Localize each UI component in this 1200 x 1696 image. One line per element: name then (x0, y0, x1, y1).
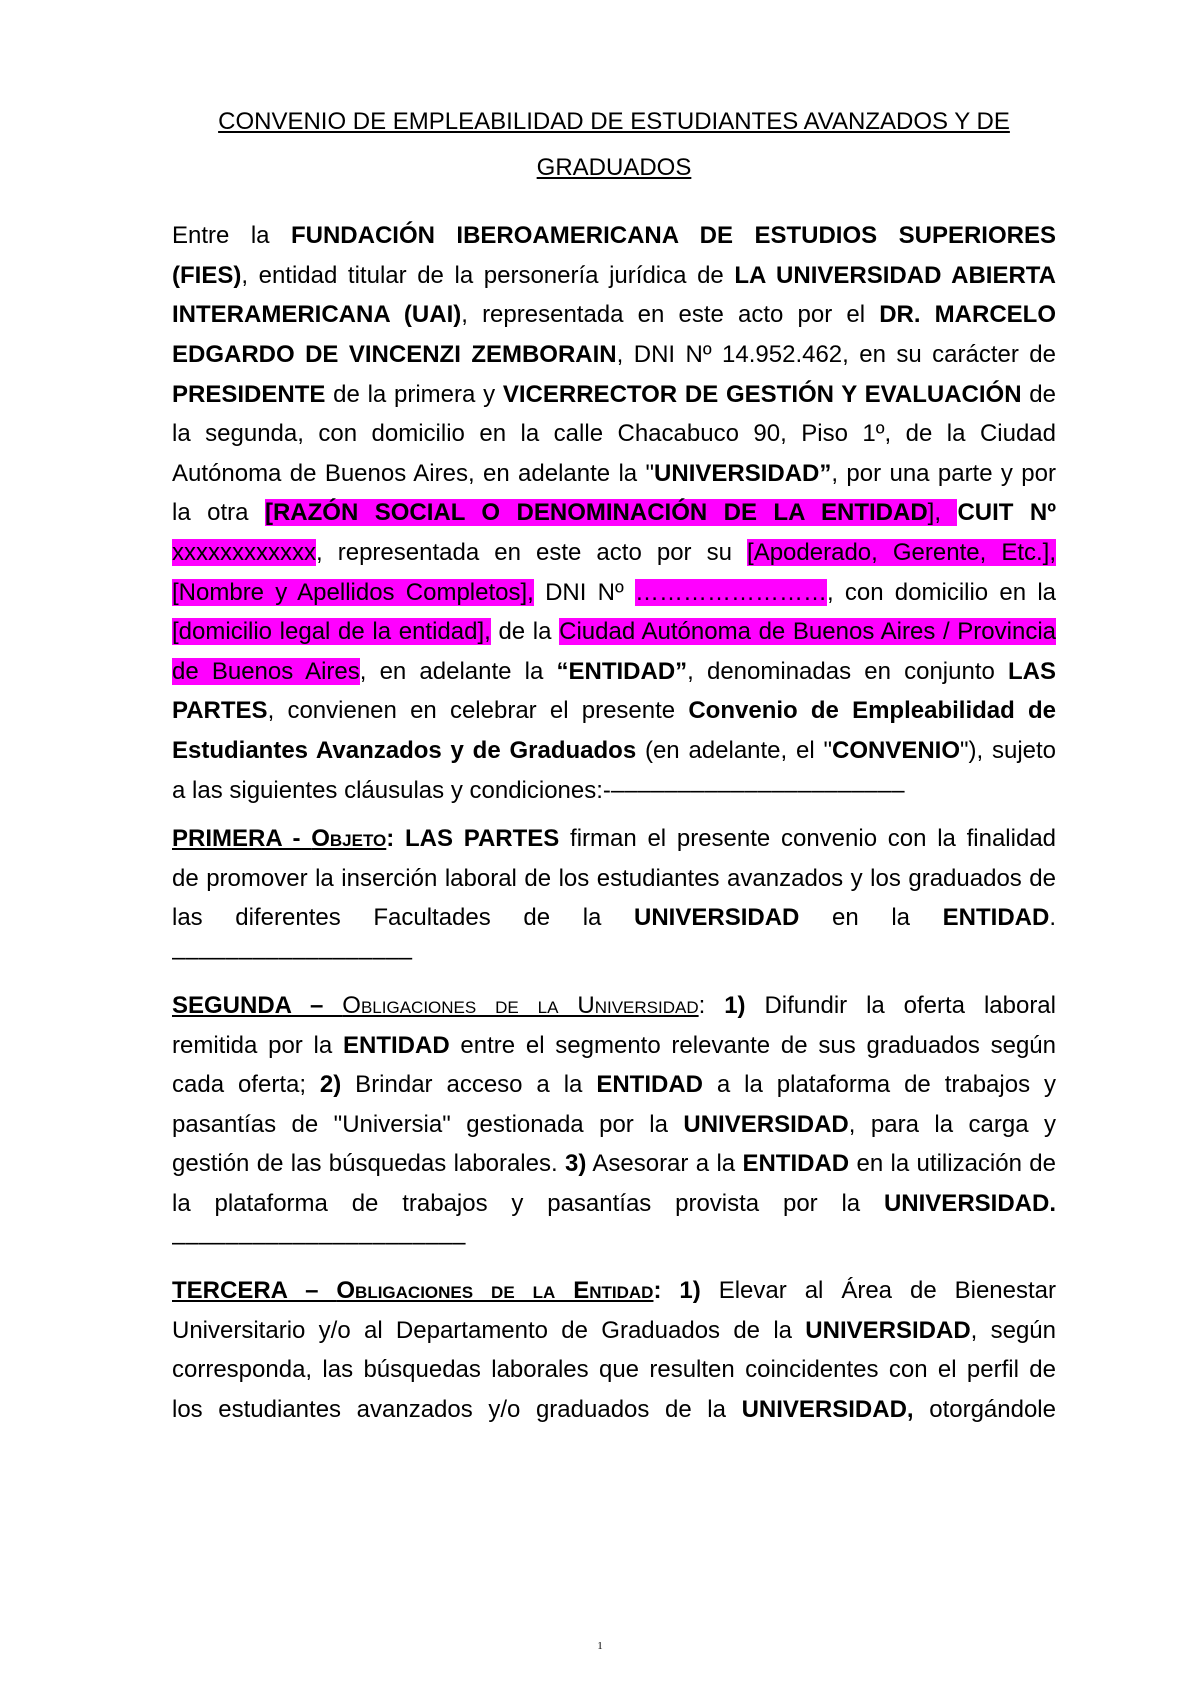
clause-line (172, 1310, 1056, 1352)
text: de promover la inserción laboral de los estudiantes avanzados y los graduados de (172, 865, 1056, 892)
clause-line (172, 858, 1056, 900)
text: , convienen en celebrar el presente (267, 697, 689, 724)
text: firman el presente convenio con la finalidad (559, 825, 1056, 852)
clause-line (172, 1270, 1056, 1312)
text: gestión de las búsquedas laborales. (172, 1150, 565, 1177)
placeholder-cuit: xxxxxxxxxxxx (172, 539, 316, 566)
intro-line (172, 334, 1056, 376)
text-bold: ENTIDAD (596, 1071, 703, 1098)
intro-line (172, 215, 1056, 257)
clause-line (172, 1104, 1056, 1146)
intro-line (172, 611, 1056, 653)
intro-line (172, 690, 1056, 732)
text-bold: DR. MARCELO (879, 301, 1056, 328)
text-bold: 2) (319, 1071, 342, 1098)
intro-line (172, 532, 1056, 574)
text: , en adelante la (359, 658, 557, 685)
text-bold: PARTES (172, 697, 268, 724)
text-bold: LA UNIVERSIDAD ABIERTA (734, 262, 1056, 289)
text-bold: FUNDACIÓN IBEROAMERICANA DE ESTUDIOS SUPERIORES (290, 222, 1056, 249)
text: a la plataforma de trabajos y (702, 1071, 1056, 1098)
text: "), sujeto (960, 737, 1056, 764)
text-bold: : (653, 1277, 680, 1304)
text: Elevar al Área de Bienestar (700, 1277, 1056, 1304)
text: , para la carga y (848, 1111, 1056, 1138)
text: en la (799, 904, 943, 931)
text: , denominadas en conjunto (687, 658, 1008, 685)
placeholder-dni: …………………… (634, 579, 827, 606)
text: en la utilización de (849, 1150, 1056, 1177)
text: DNI Nº (533, 579, 635, 606)
text-bold: UNIVERSIDAD, (741, 1396, 914, 1423)
text: entre el segmento relevante de sus graduados según (449, 1032, 1056, 1059)
text-bold: CUIT Nº (957, 499, 1056, 526)
clause-line (172, 985, 1056, 1027)
clause-line (172, 1183, 1056, 1225)
clause-line (172, 818, 1056, 860)
text: (en adelante, el " (636, 737, 832, 764)
text-bold: Estudiantes Avanzados y de Graduados (172, 737, 637, 764)
intro-line (172, 413, 1056, 455)
text: los estudiantes avanzados y/o graduados de la (172, 1396, 742, 1423)
text: Entre la (172, 222, 291, 249)
text-bold: (FIES) (172, 262, 242, 289)
clause-line (172, 1143, 1056, 1185)
text: , representada en este acto por su (316, 539, 748, 566)
text: de la primera y (325, 381, 503, 408)
intro-line (172, 730, 1056, 772)
text: Autónoma de Buenos Aires, en adelante la " (172, 460, 655, 487)
text: , por una parte y por (831, 460, 1056, 487)
clause-subject: Objeto (311, 825, 387, 852)
text: , con domicilio en la (826, 579, 1056, 606)
clause-heading: PRIMERA - (172, 825, 312, 852)
text: Brindar acceso a la (341, 1071, 597, 1098)
placeholder-highlight: ], (927, 499, 958, 526)
text-bold: UNIVERSIDAD. (883, 1190, 1056, 1217)
text: cada oferta; (172, 1071, 320, 1098)
intro-line (172, 374, 1056, 416)
intro-line (172, 770, 1056, 812)
text-bold: : (386, 825, 406, 852)
text-bold: 1) (724, 992, 746, 1019)
intro-line (172, 255, 1056, 297)
text: a las siguientes cláusulas y condiciones:-–––––––––––––––––––––– (172, 777, 905, 804)
document-title-line-1: CONVENIO DE EMPLEABILIDAD DE ESTUDIANTES AVANZADOS Y DE (218, 108, 1010, 135)
document-title-line-2: GRADUADOS (536, 154, 692, 181)
text-bold: UNIVERSIDAD (634, 904, 800, 931)
text-bold: 1) (679, 1277, 701, 1304)
text-bold: VICERRECTOR DE GESTIÓN Y EVALUACIÓN (502, 381, 1022, 408)
text: Difundir la oferta laboral (745, 992, 1056, 1019)
text: la otra (172, 499, 265, 526)
text: corresponda, las búsquedas laborales que resulten coincidentes con el perfil de (172, 1356, 1056, 1383)
page-number: 1 (597, 1640, 603, 1652)
intro-line (172, 492, 1056, 534)
text-bold: “ENTIDAD” (556, 658, 688, 685)
text: , representada en este acto por el (461, 301, 880, 328)
text: la segunda, con domicilio en la calle Chacabuco 90, Piso 1º, de la Ciudad (172, 420, 1056, 447)
text-bold: LAS (1007, 658, 1056, 685)
placeholder-nombre: [Nombre y Apellidos Completos], (172, 579, 534, 606)
text: las diferentes Facultades de la (172, 904, 635, 931)
text-bold: ENTIDAD (342, 1032, 450, 1059)
text: pasantías de "Universia" gestionada por la (172, 1111, 684, 1138)
text-bold: UNIVERSIDAD” (654, 460, 832, 487)
clause-subject: Obligaciones de la Universidad (342, 992, 699, 1019)
text: , DNI Nº 14.952.462, en su carácter de (616, 341, 1056, 368)
text: otorgándole (913, 1396, 1056, 1423)
intro-line (172, 572, 1056, 614)
clause-heading: TERCERA – (172, 1277, 337, 1304)
clause-heading: SEGUNDA – (172, 992, 343, 1019)
text-bold: UNIVERSIDAD (805, 1317, 971, 1344)
text: Universitario y/o al Departamento de Graduados de la (172, 1317, 806, 1344)
placeholder-apoderado: [Apoderado, Gerente, Etc.], (747, 539, 1056, 566)
text: –––––––––––––––––– (172, 944, 413, 971)
intro-line (172, 651, 1056, 693)
intro-line (172, 453, 1056, 495)
text-bold: Convenio de Empleabilidad de (688, 697, 1056, 724)
text: , según (970, 1317, 1056, 1344)
text-bold: UNIVERSIDAD (683, 1111, 849, 1138)
text: Asesorar a la (586, 1150, 743, 1177)
text: la plataforma de trabajos y pasantías provista por la (172, 1190, 884, 1217)
text-bold: EDGARDO DE VINCENZI ZEMBORAIN (172, 341, 617, 368)
clause-line (172, 1222, 1056, 1264)
text: de la (490, 618, 560, 645)
placeholder-domicilio: [domicilio legal de la entidad], (172, 618, 491, 645)
clause-line (172, 1064, 1056, 1106)
text-bold: INTERAMERICANA (UAI) (172, 301, 462, 328)
text: –––––––––––––––––––––– (172, 1229, 466, 1256)
clause-line (172, 897, 1056, 939)
placeholder-jurisdiccion: Ciudad Autónoma de Buenos Aires / Provincia (559, 618, 1056, 645)
text: . (1049, 904, 1056, 931)
text-bold: 3) (565, 1150, 587, 1177)
intro-line (172, 294, 1056, 336)
text: , entidad titular de la personería jurídica de (241, 262, 735, 289)
text-bold: LAS PARTES (405, 825, 560, 852)
clause-line (172, 1349, 1056, 1391)
placeholder-jurisdiccion: de Buenos Aires (172, 658, 360, 685)
text: remitida por la (172, 1032, 343, 1059)
text-bold: PRESIDENTE (172, 381, 326, 408)
text-bold: ENTIDAD (742, 1150, 850, 1177)
text: de (1021, 381, 1056, 408)
text: : (698, 992, 725, 1019)
clause-line (172, 1389, 1056, 1431)
clause-subject: Obligaciones de la Entidad (336, 1277, 654, 1304)
clause-line (172, 937, 1056, 979)
text-bold: ENTIDAD (942, 904, 1050, 931)
placeholder-razon-social: [RAZÓN SOCIAL O DENOMINACIÓN DE LA ENTIDAD (264, 499, 928, 526)
clause-line (172, 1025, 1056, 1067)
text-bold: CONVENIO (831, 737, 960, 764)
